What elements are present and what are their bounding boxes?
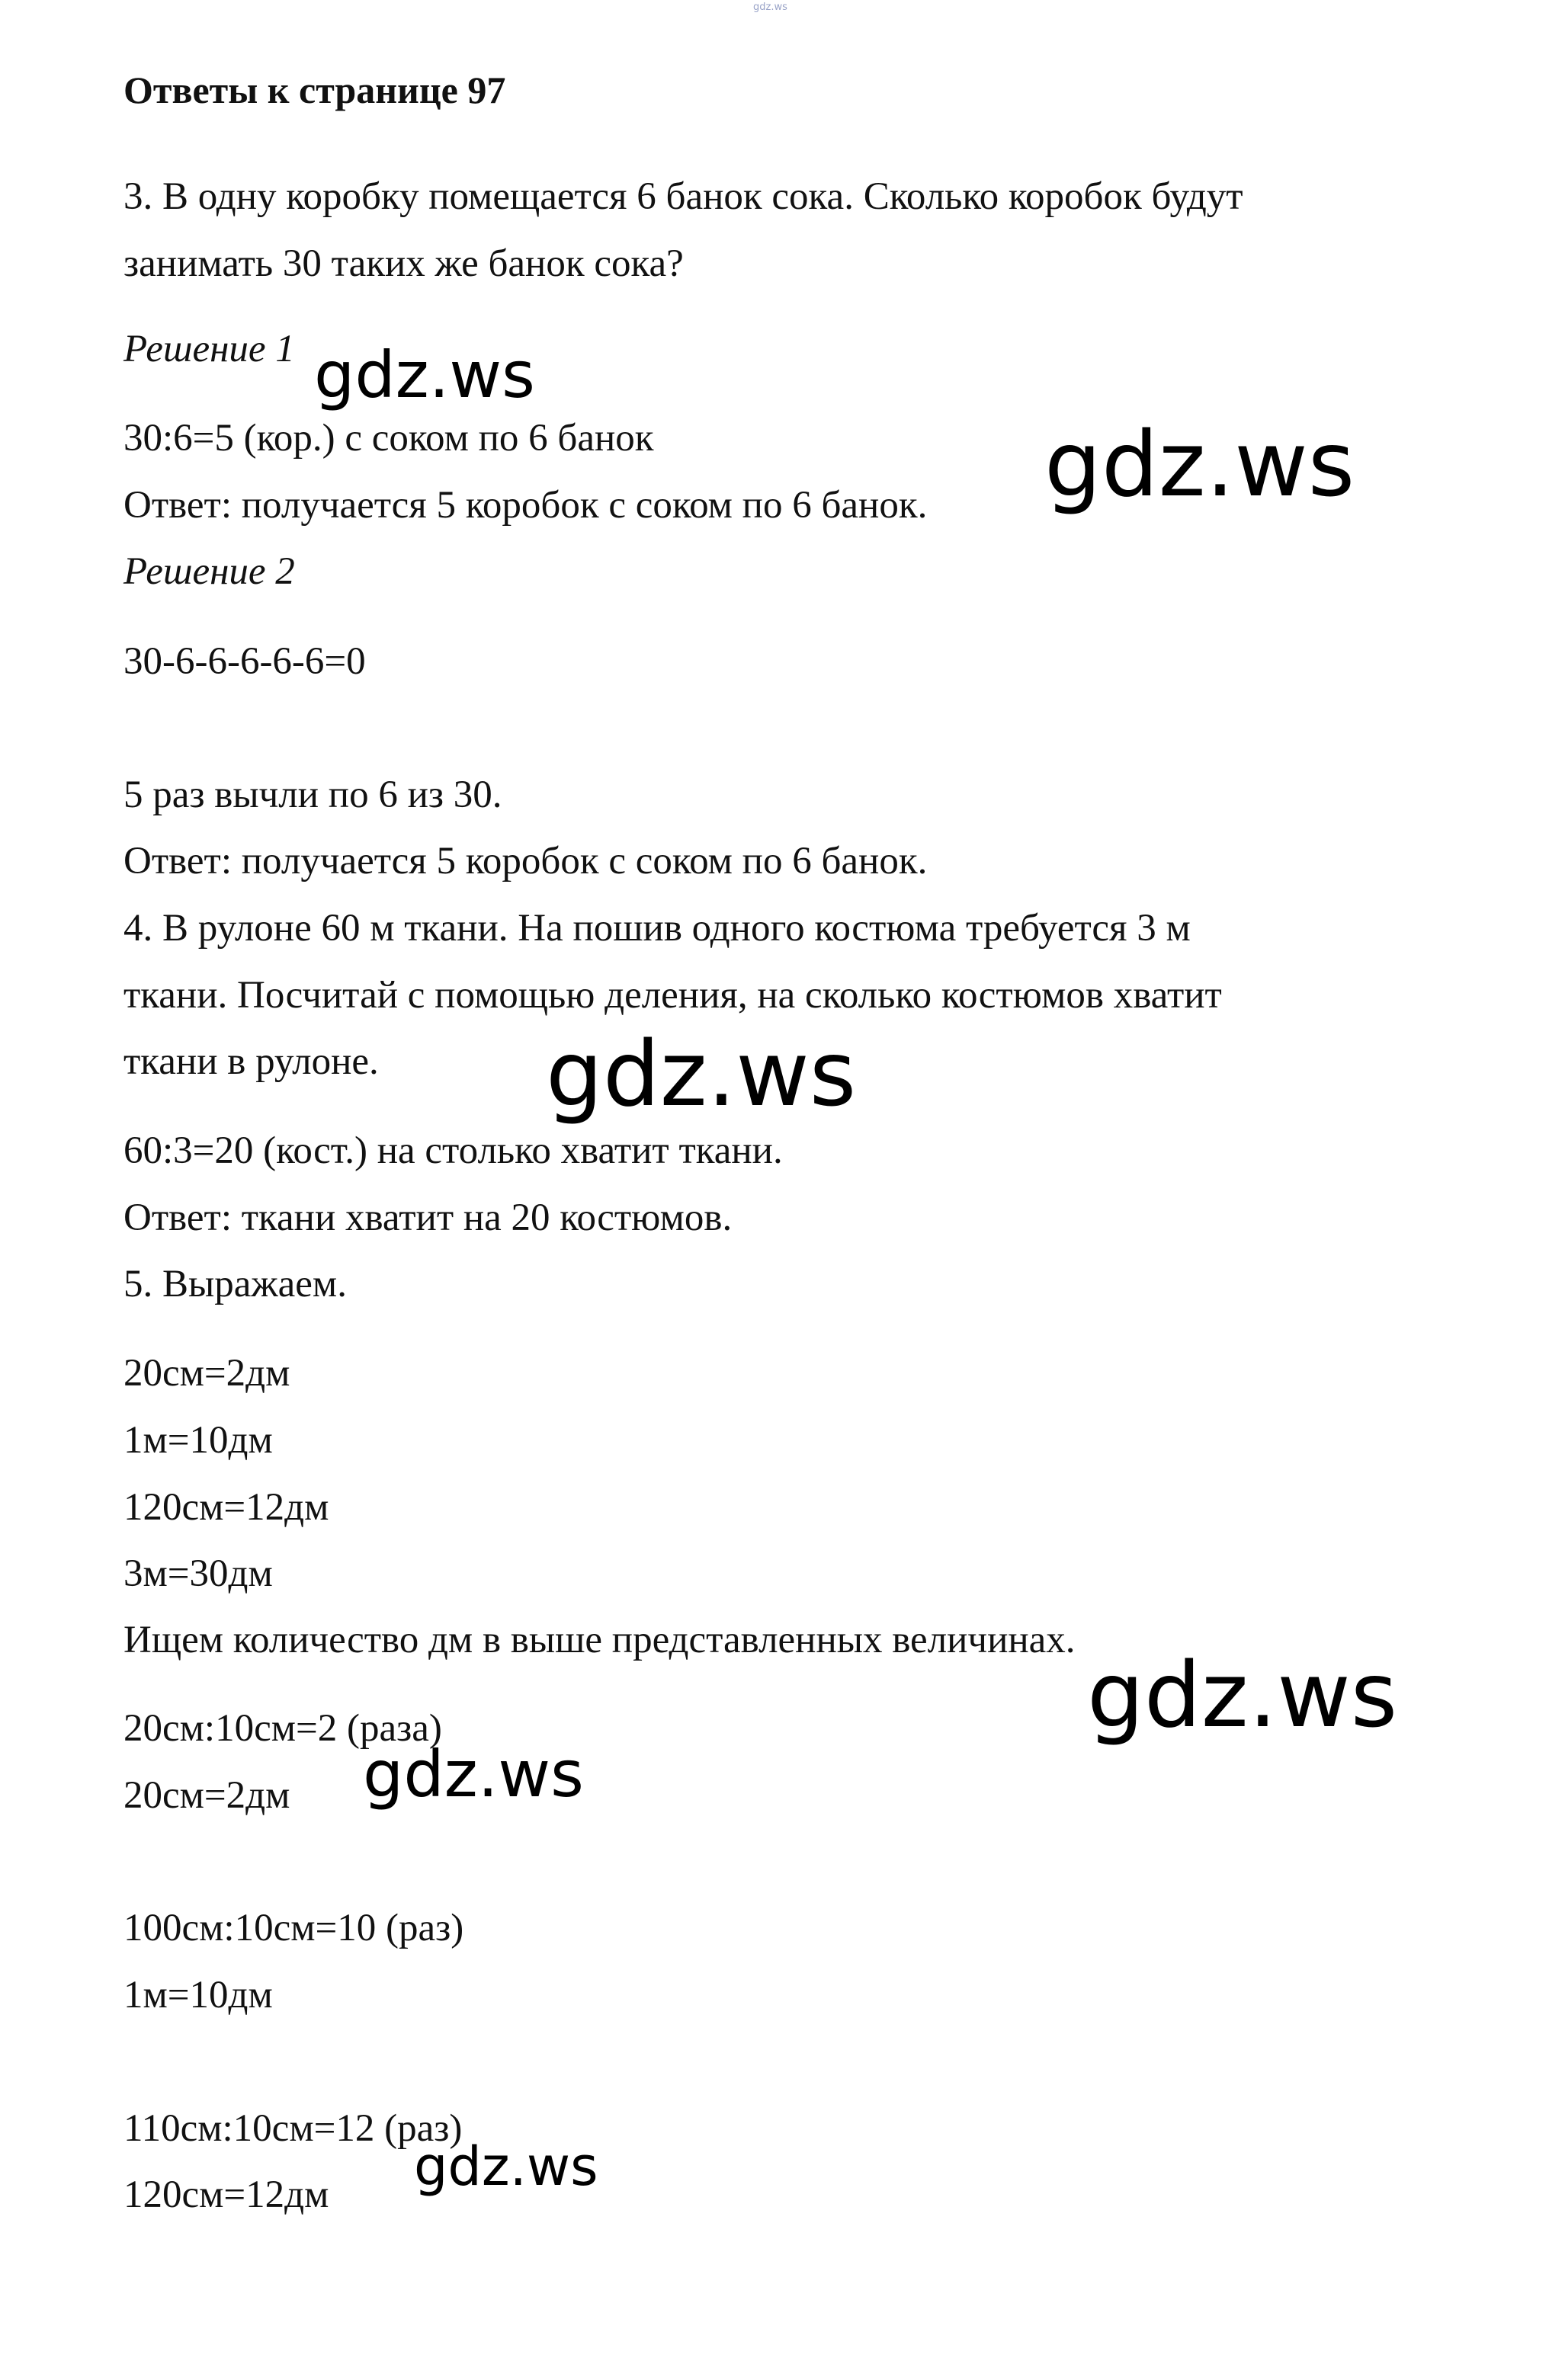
task5-eq4: 3м=30дм [123, 1552, 273, 1595]
task5-eq3: 120см=12дм [123, 1486, 329, 1529]
watermark-3: gdz.ws [546, 1021, 857, 1126]
task3-text-line2: занимать 30 таких же банок сока? [123, 242, 684, 285]
task5-calc1: 20см:10см=2 (раза) [123, 1707, 442, 1750]
task3-solution1-heading: Решение 1 [123, 328, 295, 370]
site-mark: gdz.ws [753, 2, 787, 13]
task5-calc3: 110см:10см=12 (раз) [123, 2107, 463, 2150]
task4-text-line2: ткани. Посчитай с помощью деления, на сколько костюмов хватит [123, 974, 1222, 1017]
watermark-4: gdz.ws [1087, 1642, 1398, 1747]
watermark-2: gdz.ws [1044, 412, 1355, 517]
watermark-6: gdz.ws [414, 2135, 598, 2198]
task4-step: 60:3=20 (кост.) на столько хватит ткани. [123, 1129, 783, 1172]
task3-solution2-note: 5 раз вычли по 6 из 30. [123, 774, 502, 816]
task5-eq1: 20см=2дм [123, 1352, 290, 1395]
task3-solution1-answer: Ответ: получается 5 коробок с соком по 6 банок. [123, 484, 928, 527]
task5-heading: 5. Выражаем. [123, 1263, 347, 1305]
task4-answer: Ответ: ткани хватит на 20 костюмов. [123, 1196, 733, 1239]
task3-solution2-answer: Ответ: получается 5 коробок с соком по 6 банок. [123, 840, 928, 882]
task5-res2: 1м=10дм [123, 1974, 273, 2016]
task4-text-line1: 4. В рулоне 60 м ткани. На пошив одного костюма требуется 3 м [123, 907, 1191, 950]
watermark-1: gdz.ws [314, 338, 535, 412]
task5-calc2: 100см:10см=10 (раз) [123, 1907, 464, 1949]
task5-res1: 20см=2дм [123, 1774, 290, 1817]
task4-text-line3: ткани в рулоне. [123, 1040, 379, 1083]
watermark-5: gdz.ws [363, 1737, 584, 1811]
task5-explanation: Ищем количество дм в выше представленных величинах. [123, 1619, 1076, 1661]
task5-res3: 120см=12дм [123, 2173, 329, 2216]
task3-solution2-heading: Решение 2 [123, 550, 295, 593]
task3-solution2-step: 30-6-6-6-6-6=0 [123, 640, 366, 683]
task3-text-line1: 3. В одну коробку помещается 6 банок сока. Сколько коробок будут [123, 175, 1243, 218]
task3-solution1-step: 30:6=5 (кор.) с соком по 6 банок [123, 417, 654, 460]
page-title: Ответы к странице 97 [123, 69, 506, 111]
task5-eq2: 1м=10дм [123, 1419, 273, 1462]
